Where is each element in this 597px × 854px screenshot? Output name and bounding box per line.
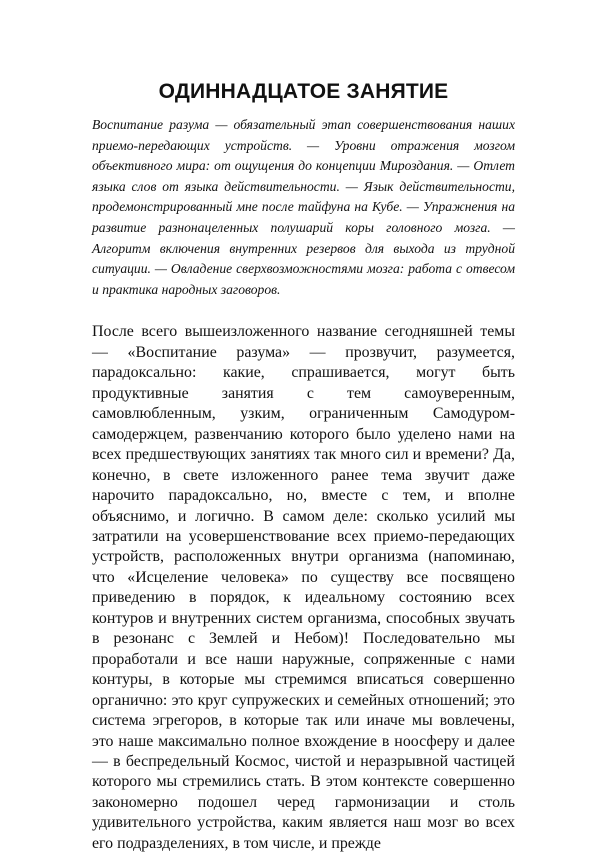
book-page — [92, 80, 515, 854]
chapter-abstract: Воспитание разума — обязательный этап совершенствования наших приемо-передающих устройств. — Уровни отражения мозгом объективного мира: от ощущения до концепции Мироздания. — Отлет языка слов от языка действительности. — Язык действительности, продемонстрированный мне после тайфуна на Кубе. — Упражнения на развитие разнонацеленных полушарий коры головного мозга. — Алгоритм включения внутренних резервов для выхода из трудной ситуации. — Овладение сверхвозможностями мозга: работа с отвесом и практика народных заговоров. — [92, 117, 515, 297]
chapter-title: ОДИННАДЦАТОЕ ЗАНЯТИЕ — [158, 80, 449, 103]
body-paragraph: После всего вышеизложенного название сегодняшней темы — «Воспитание разума» — прозвучит, разумеется, парадоксально: какие, спрашивается, могут быть продуктивные занятия с тем самоуверенным, самовлюбленным, узким, ограниченным Самодуром-самодержцем, развенчанию которого было уделено нами на всех предшествующих занятиях так много сил и времени? Да, конечно, в свете изложенного ранее тема звучит даже нарочито парадоксально, но, вместе с тем, и вполне объяснимо, и логично. В самом деле: сколько усилий мы затратили на усовершенствование всех приемо-передающих устройств, расположенных внутри организма (напоминаю, что «Исцеление человека» по существу все посвящено приведению в порядок, к идеальному состоянию всех контуров и внутренних систем организма, способных звучать в резонанс с Землей и Небом)! Последовательно мы проработали и все наши наружные, сопряженные с нами контуры, в которые мы стремимся вписаться совершенно органично: это круг супружеских и семейных отношений; это система эгрегоров, в которые так или иначе мы вовлечены, это наше максимально полное вхождение в ноосферу и далее — в беспредельный Космос, чистой и неразрывной частицей которого мы стремились стать. В этом контексте совершенно закономерно подошел черед гармонизации и столь удивительного устройства, каким является наш мозг во всех его подразделениях, в том числе, и прежде — [92, 323, 515, 852]
